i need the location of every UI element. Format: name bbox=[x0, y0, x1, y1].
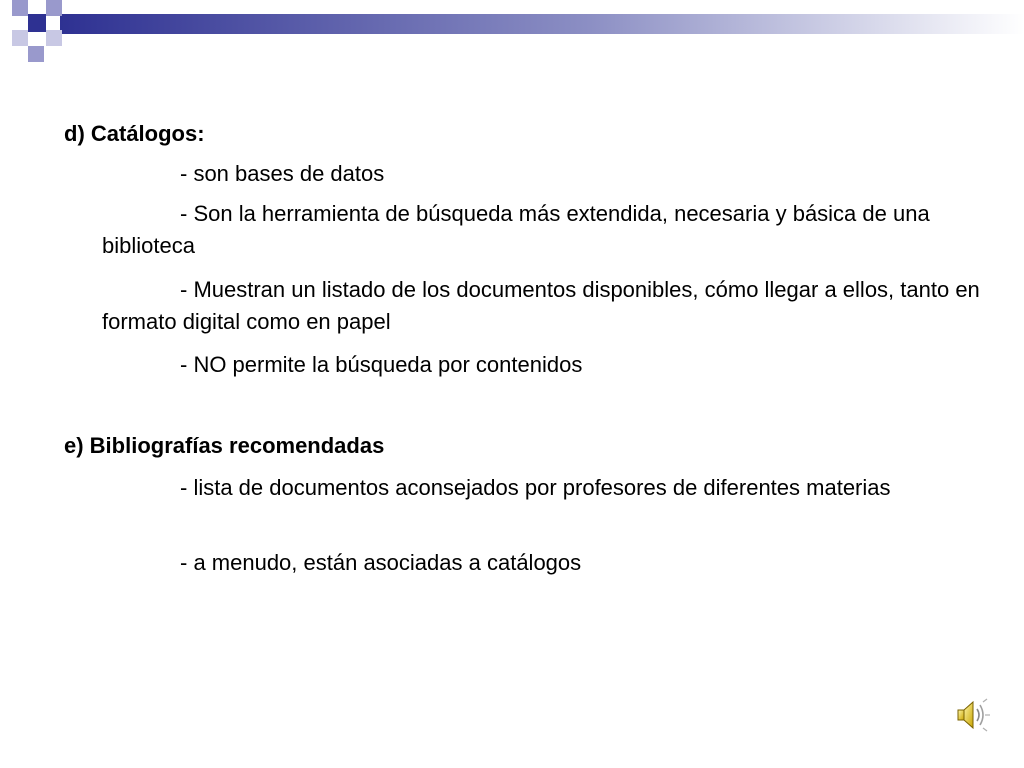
section-heading-catalogos: d) Catálogos: bbox=[64, 121, 205, 146]
bullet-item: - son bases de datos bbox=[180, 161, 385, 186]
speaker-icon[interactable] bbox=[955, 698, 991, 732]
bullet-item: - lista de documentos aconsejados por profesores de diferentes materias bbox=[180, 475, 891, 500]
bullet-item: - Muestran un listado de los documentos disponibles, cómo llegar a ellos, tanto en formato digital como en papel bbox=[102, 277, 980, 334]
bullet-item: - Son la herramienta de búsqueda más extendida, necesaria y básica de una biblioteca bbox=[102, 201, 930, 258]
section-heading-bibliografias: e) Bibliografías recomendadas bbox=[64, 433, 385, 458]
bullet-item: - NO permite la búsqueda por contenidos bbox=[180, 352, 583, 377]
bullet-item: - a menudo, están asociadas a catálogos bbox=[180, 550, 582, 575]
